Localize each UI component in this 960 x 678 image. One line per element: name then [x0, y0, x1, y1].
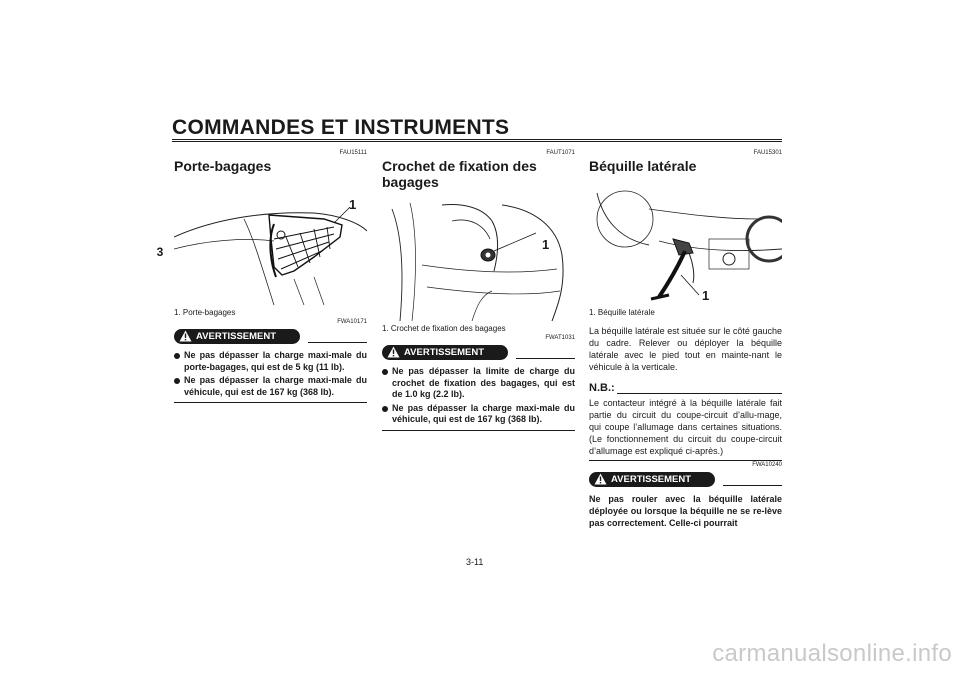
section-heading: Crochet de fixation des bagages — [382, 158, 537, 190]
bullet-text: Ne pas dépasser la charge maxi-male du véhicule, qui est de 167 kg (368 lb). — [184, 375, 367, 397]
column-porte-bagages — [174, 150, 367, 403]
callout-number: 1 — [349, 197, 357, 212]
luggage-hook-illustration — [382, 195, 575, 321]
bullet-text: Ne pas dépasser la limite de charge du crochet de fixation des bagages, qui est de 1.0 kg (2.2 lb). — [392, 366, 575, 399]
warning-body — [382, 366, 575, 426]
bullet-icon — [174, 378, 180, 384]
warning-end-rule — [382, 430, 575, 431]
bullet-icon — [382, 369, 388, 375]
column-bequille — [589, 150, 782, 529]
warning-label: AVERTISSEMENT — [404, 347, 485, 358]
nb-text: Le contacteur intégré à la béquille latérale fait partie du circuit du coupe-circuit d’allu-mage, qui coupe l’allumage dans certaines situations. (Le fonctionnement du circuit du coupe-circuit d’allumage est expliqué ci-après.) — [589, 398, 782, 456]
warning-header — [174, 319, 367, 345]
bullet-icon — [382, 406, 388, 412]
page-title: COMMANDES ET INSTRUMENTS — [172, 116, 510, 139]
bullet-icon — [174, 353, 180, 359]
warning-label: AVERTISSEMENT — [611, 474, 692, 485]
section-code: FAU15111 — [339, 150, 367, 156]
body-paragraph: La béquille latérale est située sur le côté gauche du cadre. Relever ou déployer la béquille latérale avec le pied tout en mainte-nant le véhicule à la verticale. — [589, 326, 782, 372]
section-tab: 3 — [156, 245, 164, 259]
section-heading: Porte-bagages — [174, 158, 272, 174]
warning-code: FWA10171 — [337, 319, 367, 325]
page-number: 3-11 — [466, 557, 484, 567]
warning-text: Ne pas rouler avec la béquille latérale déployée ou lorsque la béquille ne se re-lève pas correctement. Celle-ci pourrait — [589, 494, 782, 528]
warning-badge — [589, 472, 715, 487]
section-code: FAUT1071 — [546, 150, 575, 156]
warning-triangle-icon — [179, 330, 192, 342]
warning-bullet — [382, 403, 575, 426]
warning-code: FWA10240 — [752, 462, 782, 468]
figure-porte-bagages — [174, 179, 367, 305]
figure-caption: 1. Crochet de fixation des bagages — [382, 324, 506, 333]
warning-code: FWAT1031 — [545, 335, 575, 341]
section-heading: Béquille latérale — [589, 158, 697, 174]
warning-rule — [723, 485, 782, 486]
callout-number: 1 — [542, 237, 550, 252]
warning-triangle-icon — [594, 473, 607, 485]
section-code: FAU15301 — [753, 150, 782, 156]
warning-bullet — [174, 375, 367, 398]
warning-header — [382, 335, 575, 361]
header-rule — [172, 139, 782, 142]
nb-header — [589, 382, 782, 396]
sidestand-illustration — [589, 179, 782, 305]
column-crochet — [382, 150, 575, 431]
callout-number: 1 — [702, 288, 710, 303]
warning-triangle-icon — [387, 346, 400, 358]
warning-body — [174, 350, 367, 398]
figure-bequille — [589, 179, 782, 305]
warning-bullet — [382, 366, 575, 401]
nb-label: N.B.: — [589, 382, 615, 394]
bullet-text: Ne pas dépasser la charge maxi-male du véhicule, qui est de 167 kg (368 lb). — [392, 402, 575, 424]
figure-caption: 1. Porte-bagages — [174, 308, 236, 317]
bullet-text: Ne pas dépasser la charge maxi-male du porte-bagages, qui est de 5 kg (11 lb). — [184, 350, 367, 372]
warning-rule — [308, 342, 367, 343]
warning-rule — [516, 358, 575, 359]
warning-badge — [174, 329, 300, 344]
watermark: carmanualsonline.info — [712, 640, 952, 667]
figure-crochet — [382, 195, 575, 321]
warning-end-rule — [174, 402, 367, 403]
nb-rule — [617, 393, 782, 394]
warning-badge — [382, 345, 508, 360]
warning-label: AVERTISSEMENT — [196, 331, 277, 342]
nb-end-rule — [589, 460, 782, 461]
warning-header — [589, 462, 782, 488]
warning-bullet — [174, 350, 367, 373]
figure-caption: 1. Béquille latérale — [589, 308, 655, 317]
luggage-rack-illustration — [174, 179, 367, 305]
